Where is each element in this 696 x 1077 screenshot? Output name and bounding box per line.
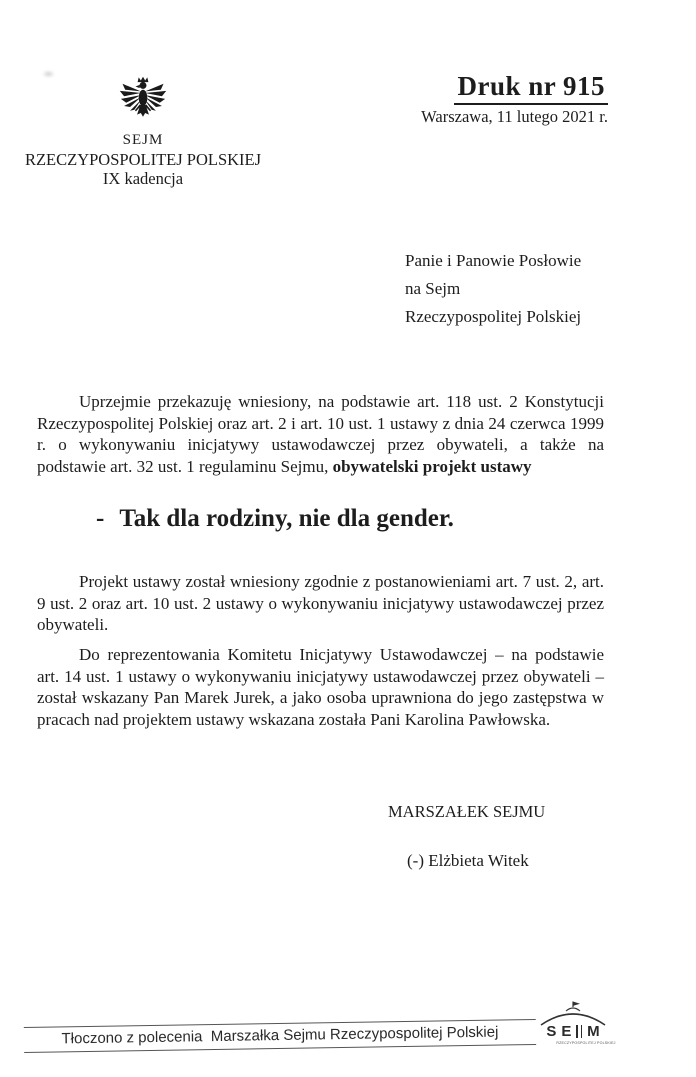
document-number: Druk nr 915: [454, 71, 608, 105]
institution-name: SEJM: [122, 132, 164, 148]
sejm-logo-letters: [536, 1024, 610, 1039]
paragraph-representation: Do reprezentowania Komitetu Inicjatywy Ustawodawczej – na podstawie art. 14 ust. 1 ustawy o wykonywaniu inicjatywy ustawodawczej przez obywateli – został wskazany Pan Marek Jurek, a jako osoba uprawniona do jego zastępstwa w pracach nad projektem ustawy wskazana została Pani Karolina Pawłowska.: [37, 645, 604, 729]
bill-title-dash: -: [96, 505, 105, 532]
addressee-line: Rzeczypospolitej Polskiej: [405, 307, 582, 326]
addressee-block: [405, 247, 581, 331]
footer-imprint-note: Tłoczono z polecenia Marszałka Sejmu Rzeczypospolitej Polskiej: [61, 1023, 499, 1048]
sejm-logo-subtext: RZECZYPOSPOLITEJ POLSKIEJ: [556, 1041, 616, 1046]
signature-role: MARSZAŁEK SEJMU: [388, 802, 546, 821]
scan-smudge: [42, 70, 55, 78]
institution-term: IX kadencja: [102, 169, 184, 188]
bill-title: [96, 505, 454, 533]
logo-letter-s: S: [546, 1023, 557, 1040]
addressee-line: na Sejm: [405, 279, 461, 298]
logo-letter-m: M: [587, 1023, 600, 1040]
paragraph-legal-basis: [37, 391, 604, 477]
bill-title-text: Tak dla rodziny, nie dla gender.: [119, 505, 454, 532]
paragraph-submission: Projekt ustawy został wniesiony zgodnie z postanowieniami art. 7 ust. 2, art. 9 ust. 2 oraz art. 10 ust. 2 ustawy o wykonywaniu inicjatywy ustawodawczej przez obywateli.: [37, 572, 604, 634]
place-and-date: Warszawa, 11 lutego 2021 r.: [421, 107, 608, 126]
logo-columns-icon: [576, 1025, 582, 1038]
logo-letter-e: E: [561, 1023, 572, 1040]
institution-country: RZECZYPOSPOLITEJ POLSKIEJ: [24, 150, 262, 169]
eagle-icon: [116, 74, 170, 126]
polish-eagle-emblem: [116, 74, 170, 126]
paragraph-bold-text: obywatelski projekt ustawy: [332, 456, 532, 476]
addressee-line: Panie i Panowie Posłowie: [405, 251, 582, 270]
document-number-block: [454, 71, 608, 105]
sejm-logo: [536, 1000, 616, 1050]
footer-imprint-band: [24, 1019, 536, 1053]
paragraph-text: Uprzejmie przekazuję wniesiony, na podstawie art. 118 ust. 2 Konstytucji Rzeczypospolitej Polskiej oraz art. 2 i art. 10 ust. 1 ustawy z dnia 24 czerwca 1999 r. o wykonywaniu inicjatywy ustawodawczej przez obywateli, a także na podstawie art. 32 ust. 1 regulaminu Sejmu,: [37, 392, 604, 476]
signature-name: (-) Elżbieta Witek: [407, 851, 529, 870]
institution-block: [22, 131, 264, 188]
